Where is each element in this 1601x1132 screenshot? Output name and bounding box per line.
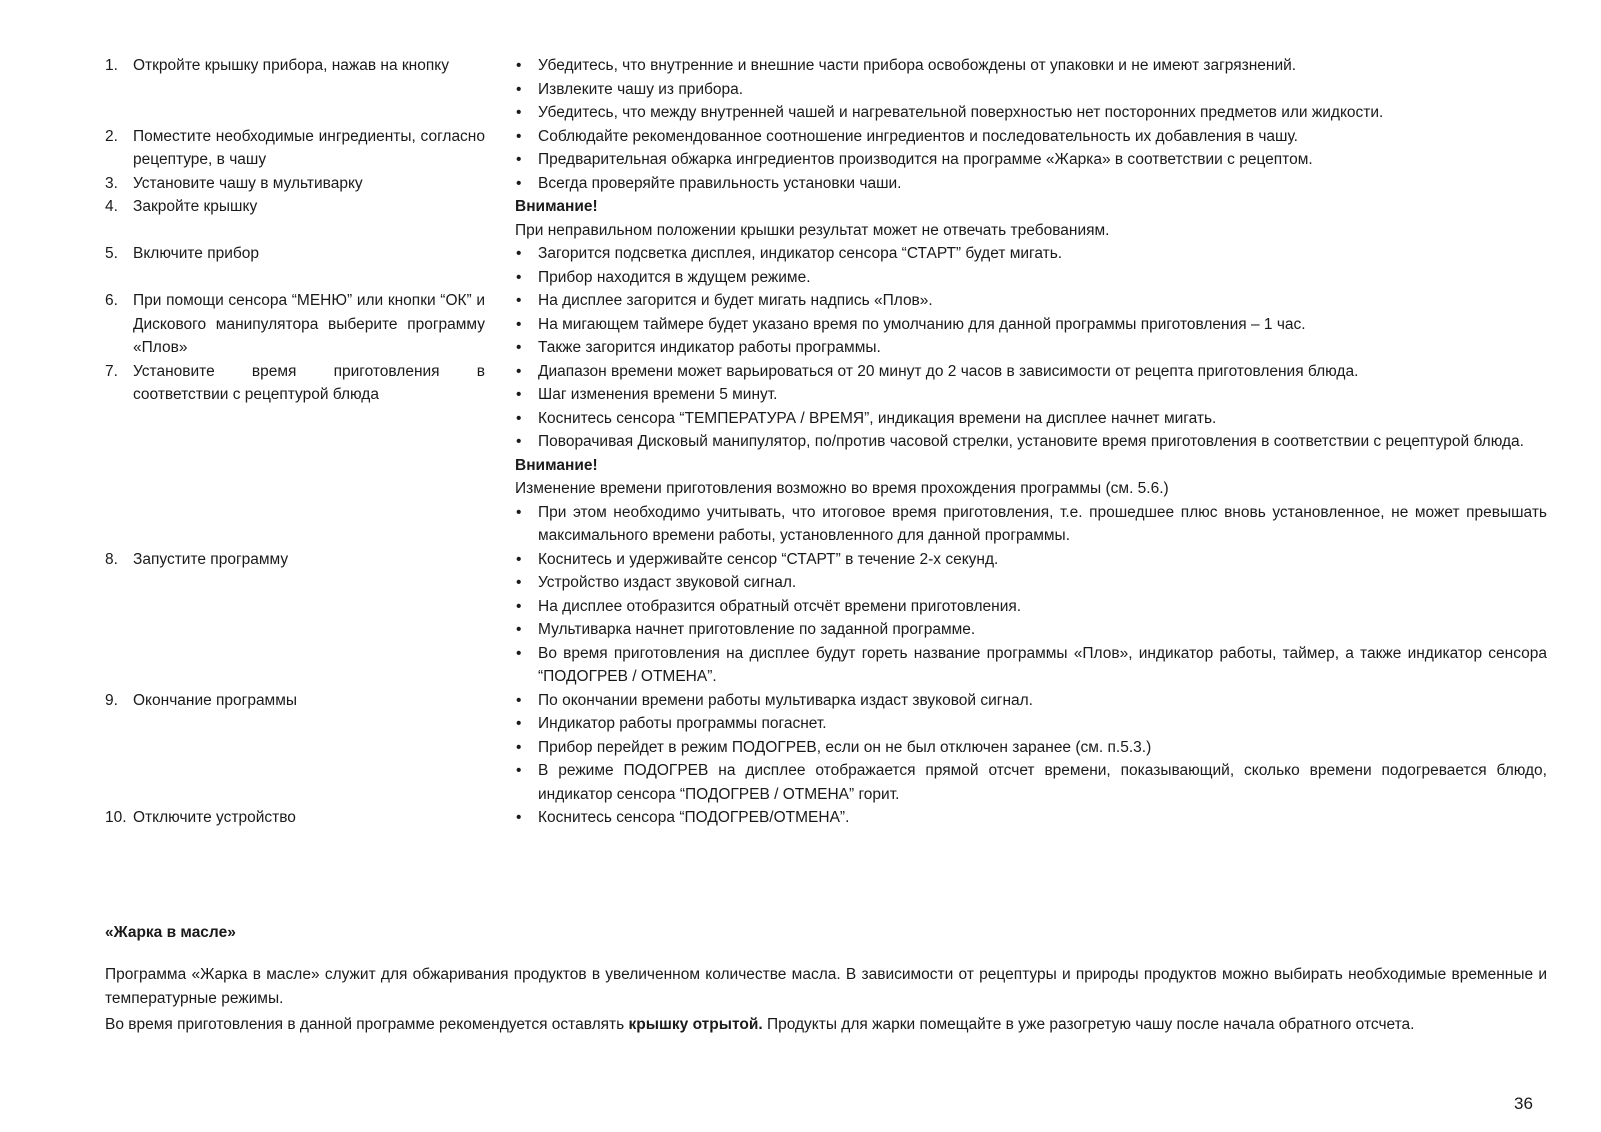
step-number: 10.: [105, 809, 127, 826]
bullet-text: Мультиварка начнет приготовление по заданной программе.: [538, 621, 976, 638]
bullet-text: Прибор перейдет в режим ПОДОГРЕВ, если он не был отключен заранее (см. п.5.3.): [538, 738, 1152, 756]
bullet-marker: •: [516, 762, 522, 779]
step-details: [515, 172, 1547, 196]
bullet-item: [515, 148, 1547, 172]
bullet-marker: •: [516, 245, 522, 262]
bullet-item: [515, 618, 1547, 642]
step-label: [105, 54, 485, 125]
bullet-item: [515, 313, 1547, 337]
step-label: [105, 125, 485, 172]
bullet-text: Устройство издаст звуковой сигнал.: [538, 574, 797, 591]
bullet-marker: •: [516, 127, 522, 145]
bullet-marker: •: [516, 268, 522, 286]
step-text: Отключите устройство: [133, 809, 296, 826]
bullet-marker: •: [516, 550, 522, 568]
bullet-marker: •: [516, 621, 522, 638]
bullet-marker: •: [516, 715, 522, 732]
step-details: [515, 195, 1547, 242]
step-details: [515, 548, 1547, 689]
bullet-item: [515, 595, 1547, 619]
bullet-text: Диапазон времени может варьироваться от 20 минут до 2 часов в зависимости от рецепта приготовления блюда.: [538, 362, 1359, 380]
step-details: [515, 242, 1547, 289]
bullet-marker: •: [516, 80, 522, 98]
step-number: 6.: [105, 292, 118, 309]
bullet-text: Поворачивая Дисковый манипулятор, по/против часовой стрелки, установите время приготовления в соответствии с рецептурой блюда.: [538, 433, 1524, 450]
step-text: Установите время приготовления в соответствии с рецептурой блюда: [133, 362, 485, 403]
bullet-marker: •: [516, 151, 522, 168]
step-number: 1.: [105, 57, 118, 74]
bullet-text: Коснитесь сенсора “ПОДОГРЕВ/ОТМЕНА”.: [538, 809, 850, 826]
step-number: 3.: [105, 174, 118, 192]
bullet-item: [515, 806, 1547, 830]
bullet-item: [515, 759, 1547, 806]
bullet-marker: •: [516, 339, 522, 356]
bullet-text: Всегда проверяйте правильность установки чаши.: [538, 174, 902, 192]
note-heading: Внимание!: [515, 456, 598, 474]
bullet-marker: •: [516, 691, 522, 709]
step-label: [105, 195, 485, 242]
bullet-marker: •: [516, 362, 522, 380]
bullet-text: Прибор находится в ждущем режиме.: [538, 268, 811, 286]
step-text: Включите прибор: [133, 245, 259, 262]
step-row: [105, 125, 1547, 172]
bullet-text: Шаг изменения времени 5 минут.: [538, 386, 778, 403]
step-row: [105, 806, 1547, 830]
bullet-text: По окончании времени работы мультиварка издаст звуковой сигнал.: [538, 691, 1033, 709]
bullet-text: Индикатор работы программы погаснет.: [538, 715, 827, 732]
bullet-marker: •: [516, 104, 522, 121]
bullet-item: [515, 266, 1547, 290]
bullet-text: Коснитесь сенсора “ТЕМПЕРАТУРА / ВРЕМЯ”, индикация времени на дисплее начнет мигать.: [538, 409, 1217, 427]
step-details: [515, 125, 1547, 172]
bullet-text: В режиме ПОДОГРЕВ на дисплее отображается прямой отсчет времени, показывающий, сколько времени подогревается блюдо, индикатор сенсора “ПОДОГРЕВ / ОТМЕНА” горит.: [538, 762, 1547, 803]
paragraph-1: Программа «Жарка в масле» служит для обжаривания продуктов в увеличенном количестве масла. В зависимости от рецептуры и природы продуктов можно выбирать необходимые временные и температурные режимы.: [105, 966, 1547, 1007]
bullet-item: [515, 430, 1547, 454]
note-text: Изменение времени приготовления возможно во время прохождения программы (см. 5.6.): [515, 480, 1169, 497]
bullet-text: Соблюдайте рекомендованное соотношение ингредиентов и последовательность их добавления в чашу.: [538, 127, 1298, 145]
step-label: [105, 242, 485, 289]
step-row: [105, 54, 1547, 125]
step-number: 7.: [105, 362, 118, 380]
bullet-text: Извлеките чашу из прибора.: [538, 80, 744, 98]
step-row: [105, 548, 1547, 689]
step-text: Установите чашу в мультиварку: [133, 174, 363, 192]
bullet-item: [515, 101, 1547, 125]
bullet-text: Также загорится индикатор работы программы.: [538, 339, 881, 356]
paragraph-2-bold: крышку отрытой.: [628, 1016, 763, 1033]
step-text: Окончание программы: [133, 691, 298, 709]
bullet-marker: •: [516, 409, 522, 427]
bullet-item: [515, 571, 1547, 595]
bullet-item: [515, 289, 1547, 313]
bullet-item: [515, 242, 1547, 266]
step-row: [105, 689, 1547, 807]
bullet-item: [515, 642, 1547, 689]
bullet-marker: •: [516, 315, 522, 333]
bullet-marker: •: [516, 386, 522, 403]
step-row: [105, 172, 1547, 196]
step-text: Закройте крышку: [133, 198, 258, 215]
bullet-marker: •: [516, 597, 522, 615]
step-text: Запустите программу: [133, 550, 289, 568]
bullet-text: На дисплее отобразится обратный отсчёт времени приготовления.: [538, 597, 1022, 615]
step-row: [105, 289, 1547, 360]
step-details: [515, 689, 1547, 807]
bullet-item: [515, 501, 1547, 548]
step-label: [105, 806, 485, 830]
step-label: [105, 360, 485, 548]
bullet-marker: •: [516, 738, 522, 756]
bullet-marker: •: [516, 174, 522, 192]
step-label: [105, 689, 485, 807]
step-row: [105, 242, 1547, 289]
bullet-item: [515, 172, 1547, 196]
note-heading: Внимание!: [515, 198, 598, 215]
bullet-text: Предварительная обжарка ингредиентов производится на программе «Жарка» в соответствии с рецептом.: [538, 151, 1313, 168]
step-number: 2.: [105, 127, 118, 145]
bullet-item: [515, 548, 1547, 572]
bullet-text: Убедитесь, что между внутренней чашей и нагревательной поверхностью нет посторонних предметов или жидкости.: [538, 104, 1384, 121]
bullet-text: При этом необходимо учитывать, что итоговое время приготовления, т.е. прошедшее плюс вновь установленное, не может превышать максимального времени работы, установленного для данной программы.: [538, 503, 1547, 544]
step-number: 9.: [105, 691, 118, 709]
bullet-item: [515, 54, 1547, 78]
bullet-marker: •: [516, 433, 522, 450]
bullet-item: [515, 78, 1547, 102]
bullet-text: Коснитесь и удерживайте сенсор “СТАРТ” в течение 2-х секунд.: [538, 550, 999, 568]
bullet-text: На мигающем таймере будет указано время по умолчанию для данной программы приготовления – 1 час.: [538, 315, 1306, 333]
step-details: [515, 289, 1547, 360]
bullet-text: Убедитесь, что внутренние и внешние части прибора освобождены от упаковки и не имеют загрязнений.: [538, 57, 1297, 74]
step-label: [105, 548, 485, 689]
step-details: [515, 806, 1547, 830]
bullet-marker: •: [516, 57, 522, 74]
bullet-item: [515, 383, 1547, 407]
bullet-text: На дисплее загорится и будет мигать надпись «Плов».: [538, 292, 933, 309]
bullet-marker: •: [516, 503, 522, 521]
step-number: 4.: [105, 198, 118, 215]
step-label: [105, 289, 485, 360]
step-text: Поместите необходимые ингредиенты, согласно рецептуре, в чашу: [133, 127, 485, 168]
note-text: При неправильном положении крышки результат может не отвечать требованиям.: [515, 221, 1110, 239]
bullet-text: Во время приготовления на дисплее будут гореть название программы «Плов», индикатор работы, таймер, а также индикатор сенсора “ПОДОГРЕВ / ОТМЕНА”.: [538, 644, 1547, 685]
instruction-steps: [105, 54, 1547, 830]
bullet-marker: •: [516, 644, 522, 662]
bullet-marker: •: [516, 574, 522, 591]
section-title: «Жарка в масле»: [105, 924, 236, 941]
step-text: Откройте крышку прибора, нажав на кнопку: [133, 57, 449, 74]
step-details: [515, 54, 1547, 125]
step-row: [105, 195, 1547, 242]
bullet-item: [515, 689, 1547, 713]
step-label: [105, 172, 485, 196]
paragraph-2: [105, 1013, 1547, 1037]
step-number: 5.: [105, 245, 118, 262]
bullet-text: Загорится подсветка дисплея, индикатор сенсора “СТАРТ” будет мигать.: [538, 245, 1063, 262]
paragraph-2-end: Продукты для жарки помещайте в уже разогретую чашу после начала обратного отсчета.: [762, 1016, 1415, 1033]
bullet-marker: •: [516, 292, 522, 309]
bullet-item: [515, 736, 1547, 760]
paragraph-2-start: Во время приготовления в данной программе рекомендуется оставлять: [105, 1016, 629, 1033]
bullet-item: [515, 360, 1547, 384]
bullet-item: [515, 407, 1547, 431]
page-number: 36: [1514, 1094, 1533, 1113]
bullet-marker: •: [516, 809, 522, 826]
step-text: При помощи сенсора “МЕНЮ” или кнопки “ОК” и Дискового манипулятора выберите программу «Плов»: [133, 292, 485, 356]
bullet-item: [515, 712, 1547, 736]
step-details: [515, 360, 1547, 548]
step-number: 8.: [105, 550, 118, 568]
bullet-item: [515, 125, 1547, 149]
bullet-item: [515, 336, 1547, 360]
step-row: [105, 360, 1547, 548]
